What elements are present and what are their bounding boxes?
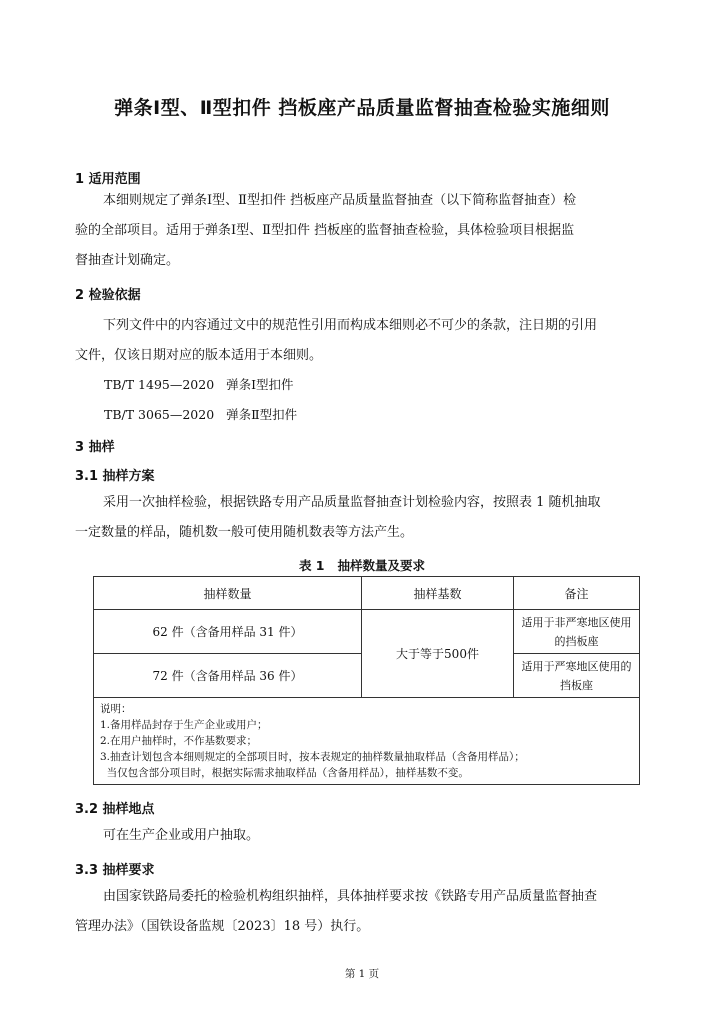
paragraph-line: 下列文件中的内容通过文中的规范性引用而构成本细则必不可少的条款，注日期的引用 bbox=[103, 318, 598, 333]
table-notes bbox=[94, 698, 640, 785]
paragraph-line: 验的全部项目。适用于弹条Ⅰ型、Ⅱ型扣件 挡板座的监督抽查检验，具体检验项目根据监 bbox=[75, 223, 575, 238]
note-line: 当仅包含部分项目时，根据实际需求抽取样品（含备用样品），抽样基数不变。 bbox=[100, 767, 469, 779]
header-cell: 抽样数量 bbox=[94, 577, 362, 610]
section-3-1-heading: 3.1 抽样方案 bbox=[75, 469, 155, 484]
paragraph-line: 文件，仅该日期对应的版本适用于本细则。 bbox=[75, 348, 323, 363]
note-line: 3.抽查计划包含本细则规定的全部项目时，按本表规定的抽样数量抽取样品（含备用样品）； bbox=[100, 751, 525, 763]
paragraph-line: 一定数量的样品，随机数一般可使用随机数表等方法产生。 bbox=[75, 525, 414, 540]
table-notes-row bbox=[94, 698, 640, 785]
base-cell: 大于等于500件 bbox=[362, 610, 514, 698]
section-1-heading: 1 适用范围 bbox=[75, 172, 141, 187]
reference-standard: TB/T 3065—2020 弹条Ⅱ型扣件 bbox=[104, 407, 298, 422]
section-3-3-body bbox=[75, 882, 655, 942]
section-3-2-body bbox=[75, 821, 655, 851]
page-number: 第 1 页 bbox=[344, 968, 380, 980]
section-3-1-body bbox=[75, 488, 655, 548]
paragraph-line: 采用一次抽样检验，根据铁路专用产品质量监督抽查计划检验内容，按照表 1 随机抽取 bbox=[103, 495, 601, 510]
header-cell: 备注 bbox=[514, 577, 640, 610]
table-caption: 表 1 抽样数量及要求 bbox=[298, 558, 426, 573]
section-2-body bbox=[75, 311, 655, 371]
sampling-table bbox=[93, 576, 640, 785]
section-2-heading: 2 检验依据 bbox=[75, 288, 141, 303]
note-cell: 适用于严寒地区使用的挡板座 bbox=[514, 654, 640, 698]
paragraph-line: 本细则规定了弹条Ⅰ型、Ⅱ型扣件 挡板座产品质量监督抽查（以下简称监督抽查）检 bbox=[103, 193, 577, 208]
paragraph-line: 由国家铁路局委托的检验机构组织抽样，具体抽样要求按《铁路专用产品质量监督抽查 bbox=[103, 889, 598, 904]
section-3-heading: 3 抽样 bbox=[75, 440, 115, 455]
paragraph-line: 督抽查计划确定。 bbox=[75, 253, 180, 268]
header-cell: 抽样基数 bbox=[362, 577, 514, 610]
paragraph-line: 可在生产企业或用户抽取。 bbox=[103, 828, 260, 843]
note-line: 说明： bbox=[100, 703, 132, 715]
table-row bbox=[94, 610, 640, 654]
table-header-row bbox=[94, 577, 640, 610]
note-cell: 适用于非严寒地区使用的挡板座 bbox=[514, 610, 640, 654]
section-3-3-heading: 3.3 抽样要求 bbox=[75, 863, 155, 878]
section-1-body bbox=[75, 186, 655, 276]
paragraph-line: 管理办法》（国铁设备监规〔2023〕18 号）执行。 bbox=[75, 919, 370, 934]
quantity-cell: 62 件（含备用样品 31 件） bbox=[94, 610, 362, 654]
note-line: 2.在用户抽样时，不作基数要求； bbox=[100, 735, 258, 747]
quantity-cell: 72 件（含备用样品 36 件） bbox=[94, 654, 362, 698]
reference-standard: TB/T 1495—2020 弹条Ⅰ型扣件 bbox=[104, 377, 294, 392]
note-line: 1.备用样品封存于生产企业或用户； bbox=[100, 719, 268, 731]
section-3-2-heading: 3.2 抽样地点 bbox=[75, 802, 155, 817]
document-title: 弹条Ⅰ型、Ⅱ型扣件 挡板座产品质量监督抽查检验实施细则 bbox=[114, 97, 610, 119]
